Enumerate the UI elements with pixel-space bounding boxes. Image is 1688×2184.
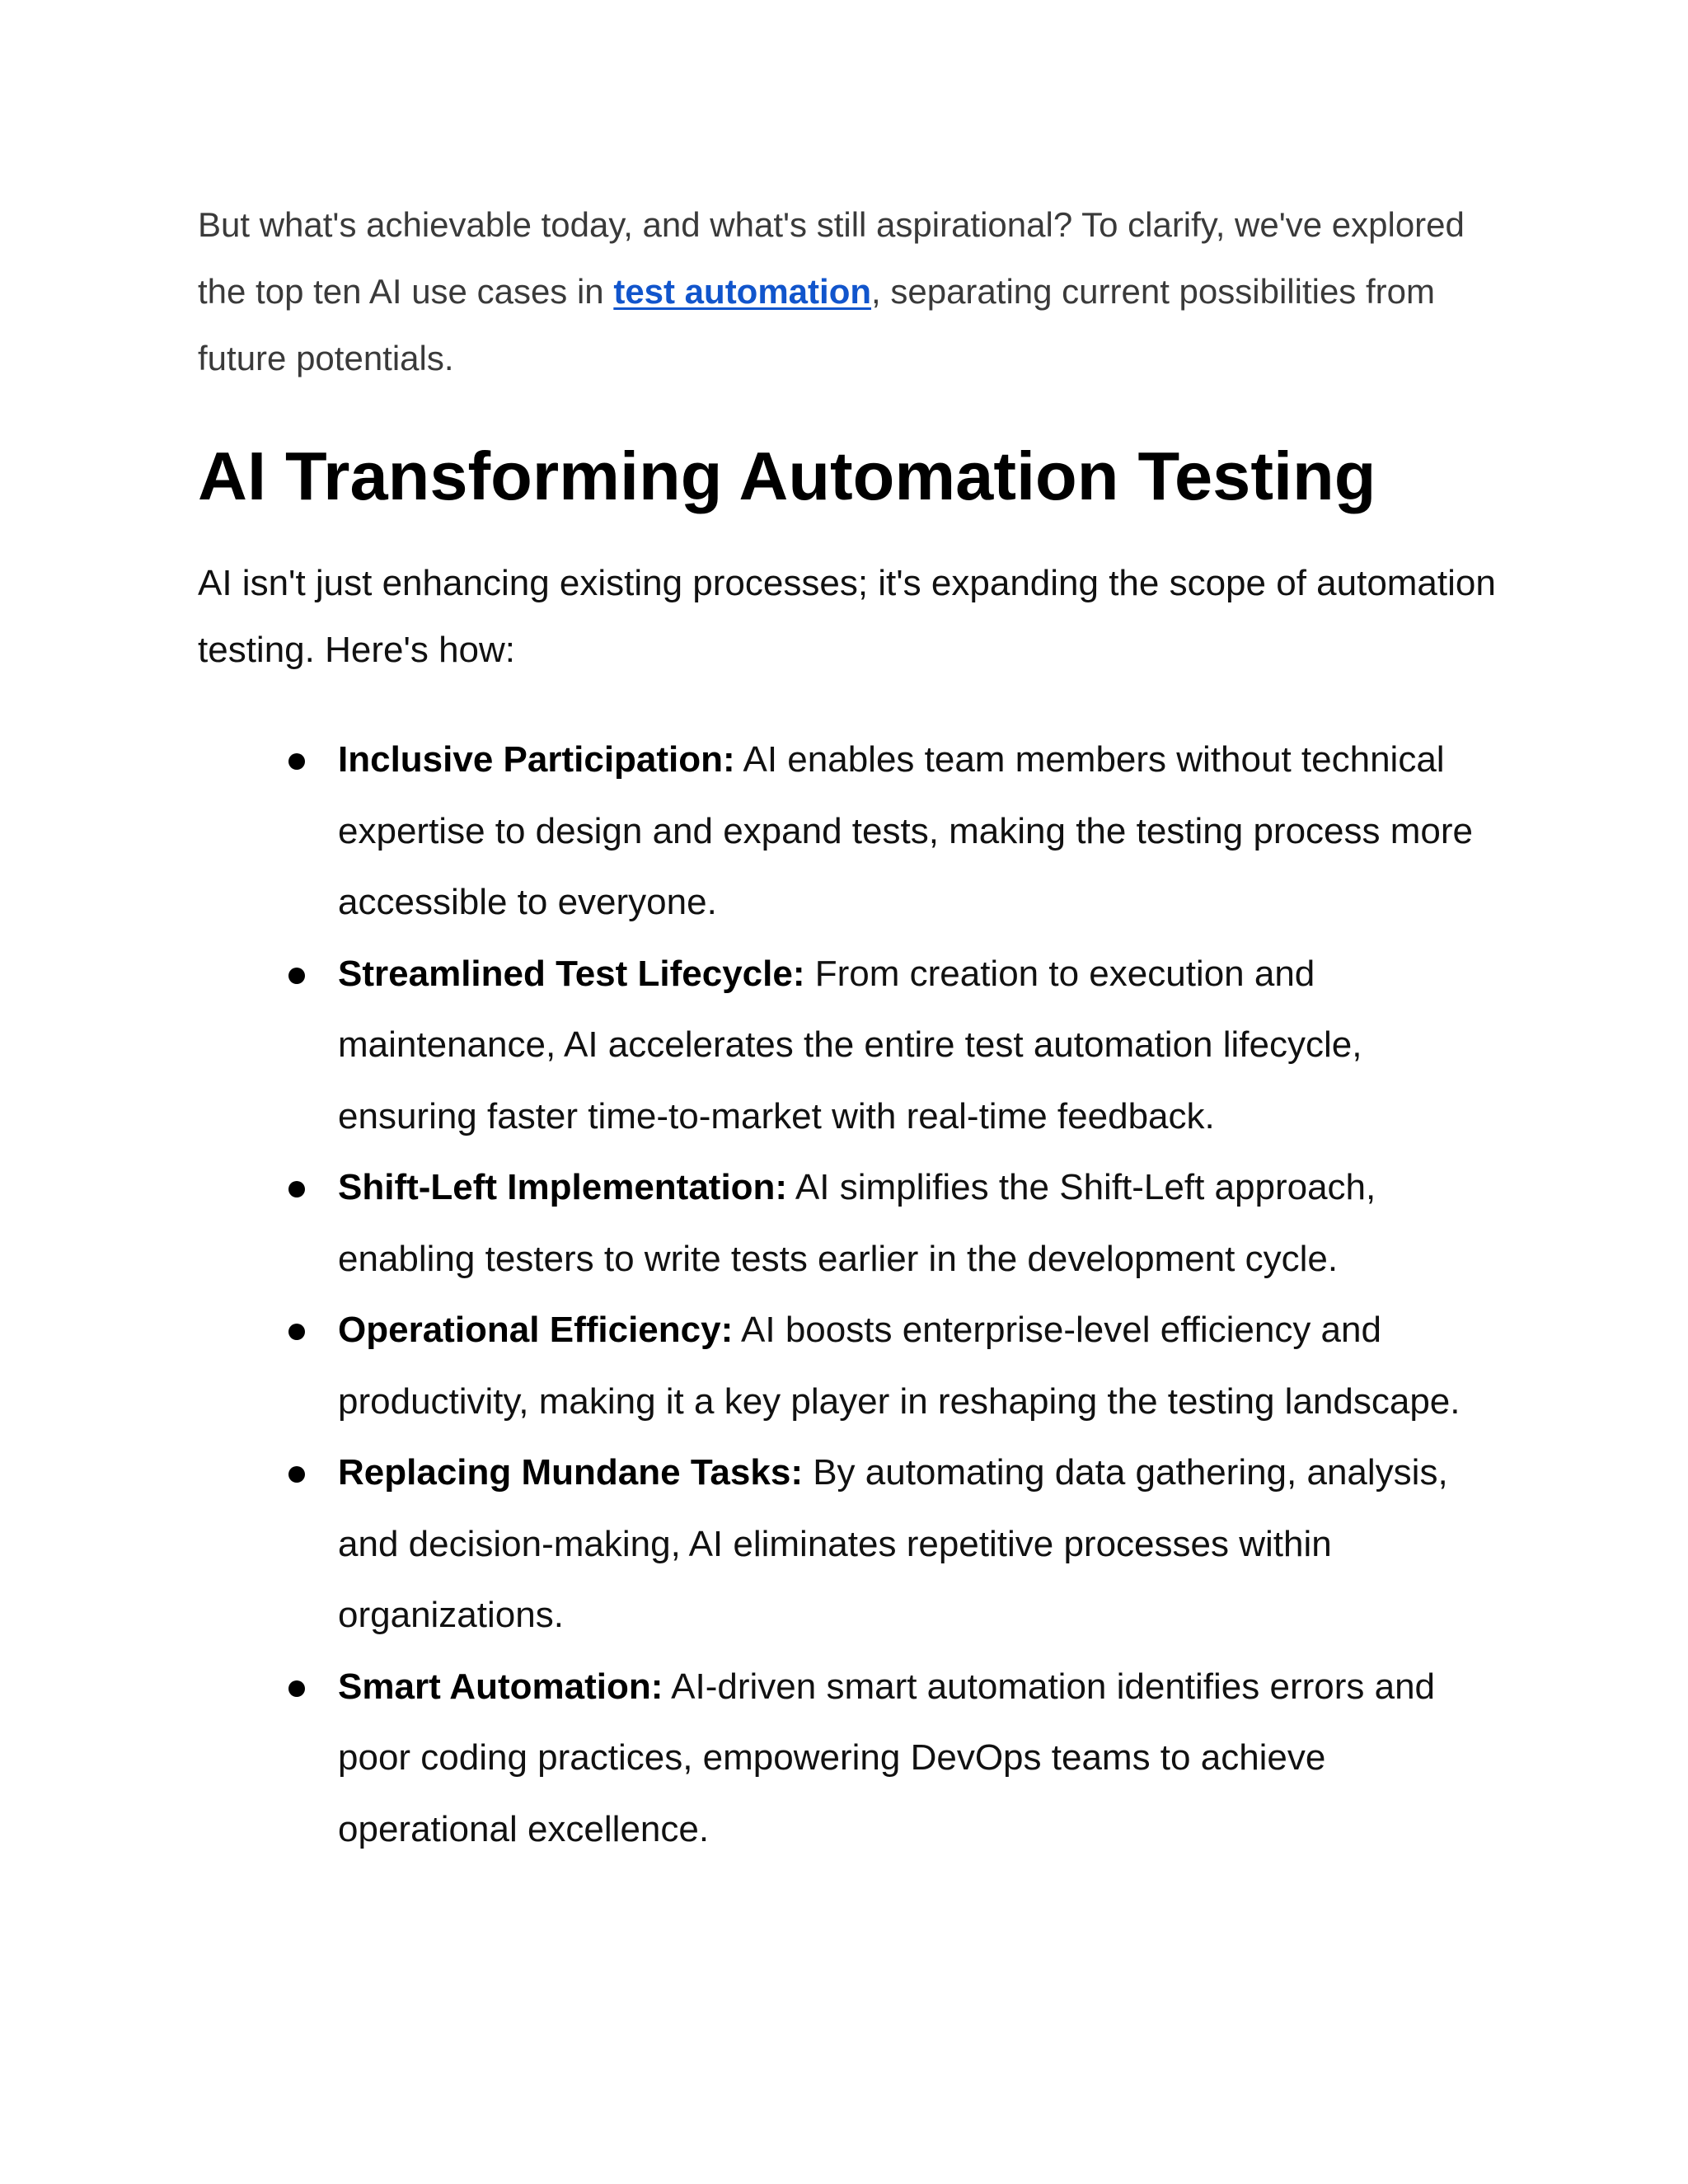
bullet-icon — [288, 753, 305, 770]
bullet-icon — [288, 1324, 305, 1340]
list-item-text: AI simplifies the Shift-Left approach, enabling testers to write tests earlier in the development cycle. — [338, 1167, 1376, 1279]
list-item-text: AI-driven smart automation identifies errors and poor coding practices, empowering DevOps teams to achieve operational excellence. — [338, 1666, 1436, 1849]
bullet-icon — [288, 1680, 305, 1697]
intro-text-end: , separating current possibilities from future potentials. — [198, 272, 1435, 377]
list-item-text: AI boosts enterprise-level efficiency and productivity, making it a key player in reshaping the testing landscape. — [338, 1310, 1461, 1422]
list-item — [338, 939, 1492, 1153]
list-item-title: Inclusive Participation: — [338, 739, 735, 780]
list-item — [338, 1152, 1492, 1295]
list-item-title: Smart Automation: — [338, 1666, 663, 1707]
list-item-text: AI enables team members without technical expertise to design and expand tests, making the testing process more accessible to everyone. — [338, 739, 1473, 922]
list-item-text: From creation to execution and maintenance, AI accelerates the entire test automation lifecycle, ensuring faster time-to-market with real-time feedback. — [338, 953, 1362, 1137]
list-item — [338, 1437, 1492, 1652]
list-item — [338, 724, 1492, 939]
list-item — [338, 1652, 1492, 1866]
list-item-text: By automating data gathering, analysis, and decision-making, AI eliminates repetitive processes within organizations. — [338, 1452, 1448, 1635]
bullet-icon — [288, 968, 305, 984]
intro-text-start: But what's achievable today, and what's still aspirational? To clarify, we've explored the top ten AI use cases in — [198, 205, 1465, 311]
section-heading: AI Transforming Automation Testing — [198, 438, 1376, 514]
list-item-title: Streamlined Test Lifecycle: — [338, 953, 805, 994]
bullet-icon — [288, 1466, 305, 1483]
benefits-list — [338, 724, 1492, 1865]
lead-paragraph: AI isn't just enhancing existing processes; it's expanding the scope of automation testing. Here's how: — [198, 563, 1496, 670]
list-item-title: Shift-Left Implementation: — [338, 1167, 788, 1207]
test-automation-link[interactable]: test automation — [613, 272, 872, 311]
list-item-title: Operational Efficiency: — [338, 1310, 734, 1350]
bullet-icon — [288, 1181, 305, 1197]
list-item — [338, 1295, 1492, 1437]
list-item-title: Replacing Mundane Tasks: — [338, 1452, 803, 1493]
intro-paragraph — [198, 191, 1517, 391]
